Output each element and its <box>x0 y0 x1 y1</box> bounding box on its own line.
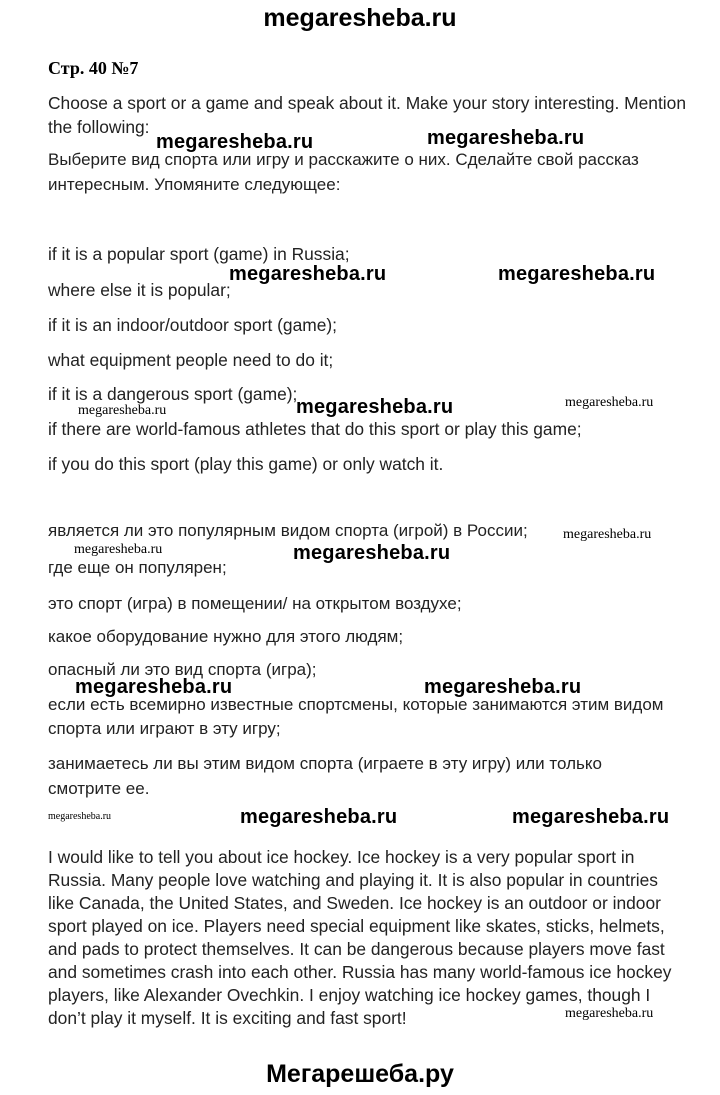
ru-point-dangerous: опасный ли это вид спорта (игра); <box>48 660 317 679</box>
en-point-indoor-outdoor: if it is an indoor/outdoor sport (game); <box>48 315 338 335</box>
en-point-famous-athletes: if there are world-famous athletes that do this sport or play this game; <box>48 419 582 439</box>
watermark: megaresheba.ru <box>498 263 656 285</box>
watermark: megaresheba.ru <box>293 542 451 564</box>
watermark: megaresheba.ru <box>48 811 112 822</box>
ru-point-equipment: какое оборудование нужно для этого людям; <box>48 627 404 646</box>
en-point-popular-in-russia: if it is a popular sport (game) in Russia; <box>48 244 350 264</box>
watermark: megaresheba.ru <box>75 676 233 698</box>
watermark: megaresheba.ru <box>240 806 398 828</box>
ru-point-popular-in-russia: является ли это популярным видом спорта (игрой) в России; <box>48 521 528 540</box>
watermark: megaresheba.ru <box>229 263 387 285</box>
site-header-brand: megaresheba.ru <box>263 4 457 32</box>
task-english-line-2: the following: <box>48 117 150 137</box>
watermark: megaresheba.ru <box>78 403 167 418</box>
en-point-equipment: what equipment people need to do it; <box>48 350 334 370</box>
en-point-dangerous: if it is a dangerous sport (game); <box>48 384 298 404</box>
task-english-line-1: Choose a sport or a game and speak about it. Make your story interesting. Mention <box>48 93 687 113</box>
en-point-do-or-watch: if you do this sport (play this game) or only watch it. <box>48 454 444 474</box>
watermark: megaresheba.ru <box>565 1006 654 1021</box>
task-russian-line-1: Выберите вид спорта или игру и расскажите о них. Сделайте свой рассказ <box>48 150 639 169</box>
ru-point-where-popular: где еще он популярен; <box>48 558 227 577</box>
watermark: megaresheba.ru <box>424 676 582 698</box>
task-russian-line-2: интересным. Упомяните следующее: <box>48 175 341 194</box>
watermark: megaresheba.ru <box>296 396 454 418</box>
watermark: megaresheba.ru <box>565 395 654 410</box>
watermark: megaresheba.ru <box>74 542 163 557</box>
ru-point-famous-athletes-line-2: спорта или играют в эту игру; <box>48 719 281 738</box>
watermark: megaresheba.ru <box>563 527 652 542</box>
watermark: megaresheba.ru <box>427 127 585 149</box>
watermark: megaresheba.ru <box>512 806 670 828</box>
ru-point-indoor-outdoor: это спорт (игра) в помещении/ на открытом воздухе; <box>48 594 462 613</box>
ru-point-do-or-watch-line-1: занимаетесь ли вы этим видом спорта (играете в эту игру) или только <box>48 754 602 773</box>
en-point-where-popular: where else it is popular; <box>48 280 231 300</box>
ru-point-do-or-watch-line-2: смотрите ее. <box>48 779 150 798</box>
answer-paragraph: I would like to tell you about ice hockey. Ice hockey is a very popular sport in Russia. Many people love watching and playing it. It is also popular in countries like Canada, the United States, and Sweden. Ice hockey is an outdoor or indoor sport played on ice. Players need special equipment like skates, sticks, helmets, and pads to protect themselves. It can be dangerous because players move fast and sometimes crash into each other. Russia has many world-famous ice hockey players, like Alexander Ovechkin. I enjoy watching ice hockey games, though I don’t play it myself. It is exciting and fast sport! <box>48 847 672 1028</box>
ru-point-famous-athletes-line-1: если есть всемирно известные спортсмены, которые занимаются этим видом <box>48 695 664 714</box>
site-footer-brand: Мегарешеба.ру <box>266 1060 454 1088</box>
page-reference: Стр. 40 №7 <box>48 58 139 78</box>
watermark: megaresheba.ru <box>156 131 314 153</box>
